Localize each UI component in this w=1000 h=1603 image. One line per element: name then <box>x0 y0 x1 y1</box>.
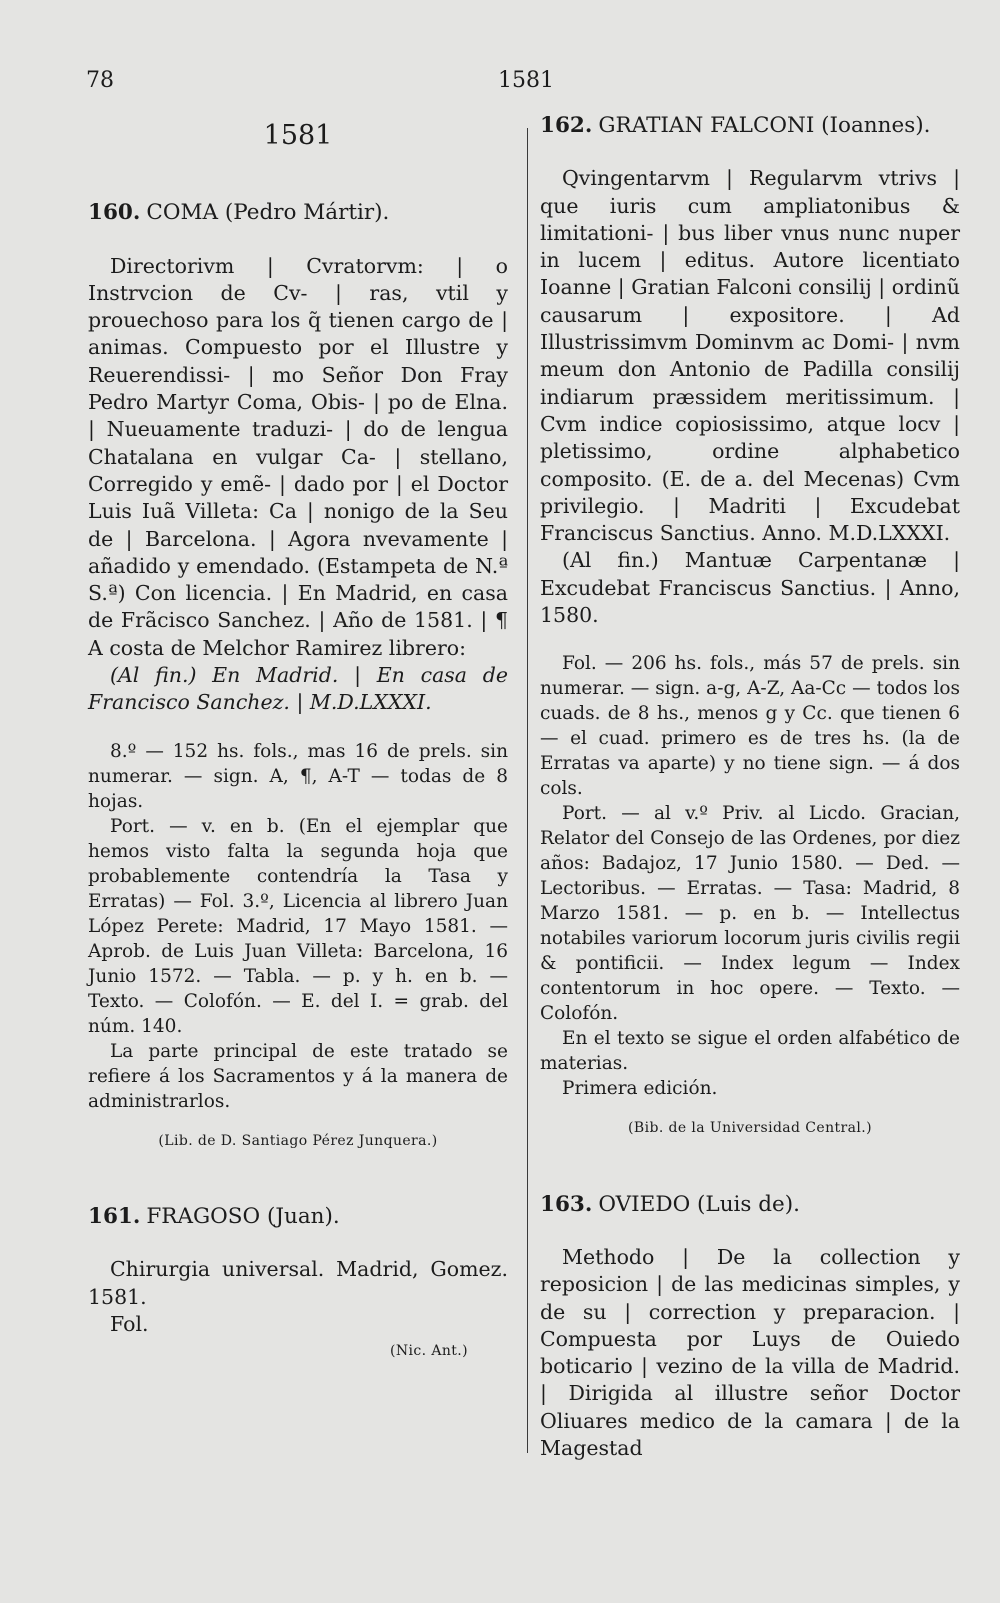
entry-author: GRATIAN FALCONI (Ioannes). <box>598 113 931 138</box>
entry-160 <box>88 199 508 1155</box>
entry-title-transcription: Methodo | De la collection y reposicion | de las medicinas simples, y de su | correction y preparacion. | Compuesta por Luys de Ouiedo boticario | vezino de la villa de Madrid. | Dirigida al illustre señor Doctor Oliuares medico de la camara | de la Magestad <box>540 1244 960 1461</box>
entry-source: (Nic. Ant.) <box>390 1343 468 1360</box>
entry-number: 161. <box>88 1203 141 1229</box>
entry-note: Primera edición. <box>562 1078 718 1100</box>
entry-title-transcription: Directorivm | Cvratorvm: | o Instrvcion de Cv- | ras, vtil y prouechoso para los q̃ tienen cargo de | animas. Compuesto por el Illustre y Reuerendissi- | mo Señor Don Fray Pedro Martyr Coma, Obis- | po de Elna. | Nueuamente traduzi- | do de lengua Chatalana en vulgar Ca- | stellano, Corregido y emẽ- | dado por | el Doctor Luis Iuã Villeta: Ca | nonigo de la Seu de | Barcelona. | Agora nvevamente | añadido y emendado. (Estampeta de N.ª S.ª) Con licencia. | En Madrid, en casa de Frãcisco Sanchez. | Año de 1581. | ¶ A costa de Melchor Ramirez librero: <box>88 253 508 660</box>
entry-colophon: (Al fin.) En Madrid. | En casa de Francisco Sanchez. | M.D.LXXXI. <box>88 663 508 715</box>
entry-collation: 8.º — 152 hs. fols., mas 16 de prels. sin numerar. — sign. A, ¶, A-T — todas de 8 hojas. <box>88 740 508 812</box>
right-column <box>540 112 960 1462</box>
entry-title-transcription: Qvingentarvm | Regularvm vtrivs | que iuris cum ampliatonibus & limitationi- | bus liber vnus nunc nuper in lucem | editus. Autore licentiato Ioanne | Gratian Falconi consilij | ordinũ causarum | expositore. | Ad Illustrissimvm Dominvm ac Domi- | nvm meum don Antonio de Padilla consilij indiarum præssidem meritissimum. | Cvm indice copiosissimo, atque locv | pletissimo, ordine alphabetico composito. (E. de a. del Mecenas) Cvm privilegio. | Madriti | Excudebat Franciscus Sanctius. Anno. M.D.LXXXI. <box>540 166 960 546</box>
left-column <box>88 116 508 1365</box>
year-heading: 1581 <box>263 120 333 151</box>
entry-161 <box>88 1203 508 1365</box>
entry-title-transcription: Chirurgia universal. Madrid, Gomez. 1581. <box>88 1257 508 1309</box>
entry-heading <box>540 1191 960 1218</box>
entry-number: 160. <box>88 200 141 226</box>
entry-number: 162. <box>540 113 593 138</box>
running-head-year: 1581 <box>498 68 554 93</box>
entry-description: Port. — al v.º Priv. al Licdo. Gracian, Relator del Consejo de las Ordenes, por diez años: Badajoz, 17 Junio 1580. — Ded. — Lectoribus. — Erratas. — Tasa: Madrid, 8 Marzo 1581. — p. en b. — Intellectus notabiles variorum locorum juris civilis regii & pontificii. — Index legum — Index contentorum in hoc opere. — Texto. — Colofón. <box>540 803 960 1025</box>
entry-source: (Lib. de D. Santiago Pérez Junquera.) <box>158 1132 438 1149</box>
entry-colophon: (Al fin.) Mantuæ Carpentanæ | Excudebat Franciscus Sanctius. | Anno, 1580. <box>540 548 960 628</box>
column-divider <box>527 128 528 1453</box>
entry-source: (Bib. de la Universidad Central.) <box>628 1120 872 1137</box>
entry-heading <box>88 199 508 226</box>
page-number: 78 <box>86 68 114 93</box>
entry-163 <box>540 1191 960 1463</box>
entry-note: En el texto se sigue el orden alfabético de materias. <box>540 1028 960 1075</box>
entry-162 <box>540 112 960 1143</box>
entry-heading <box>540 112 960 139</box>
entry-collation: Fol. — 206 hs. fols., más 57 de prels. sin numerar. — sign. a-g, A-Z, Aa-Cc — todos los cuads. de 8 hs., menos g y Cc. que tienen 6 — el cuad. primero es de tres hs. (la de Erratas va aparte) y no tiene sign. — á dos cols. <box>540 653 960 800</box>
entry-author: COMA (Pedro Mártir). <box>146 200 390 226</box>
entry-description: Port. — v. en b. (En el ejemplar que hemos visto falta la segunda hoja que probablemente contendría la Tasa y Erratas) — Fol. 3.º, Licencia al librero Juan López Perete: Madrid, 17 Mayo 1581. — Aprob. de Luis Juan Villeta: Barcelona, 16 Junio 1572. — Tabla. — p. y h. en b. — Texto. — Colofón. — E. del I. = grab. del núm. 140. <box>88 815 508 1037</box>
entry-format: Fol. <box>110 1311 149 1336</box>
entry-author: FRAGOSO (Juan). <box>146 1203 340 1229</box>
entry-author: OVIEDO (Luis de). <box>598 1191 801 1217</box>
entry-heading <box>88 1203 508 1230</box>
entry-note: La parte principal de este tratado se refiere á los Sacramentos y á la manera de administrarlos. <box>88 1040 508 1112</box>
entry-number: 163. <box>540 1191 593 1217</box>
